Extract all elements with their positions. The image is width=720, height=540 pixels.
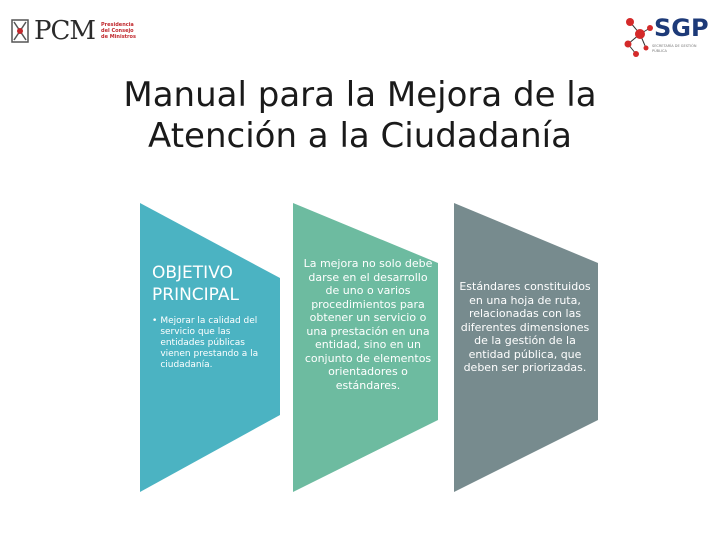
panel-mejora-text: La mejora no solo debe darse en el desarrollo de uno o varios procedimientos para obtener un servicio o una prestación en una entidad, sino en un conjunto de elementos orientadores o estándares. bbox=[303, 257, 433, 392]
objetivo-bullet-text: Mejorar la calidad del servicio que las entidades públicas vienen prestando a la ciudadanía. bbox=[160, 316, 259, 370]
panel-objetivo bbox=[152, 262, 274, 371]
sgp-logo-subtext: SECRETARÍA DE GESTIÓN PÚBLICA bbox=[652, 44, 697, 53]
objetivo-bullet bbox=[152, 316, 274, 371]
pcm-logo-text: PCM bbox=[34, 16, 96, 46]
objetivo-heading: OBJETIVO PRINCIPAL bbox=[152, 263, 239, 305]
title-line-2: Atención a la Ciudadanía bbox=[148, 116, 572, 156]
bullet-icon: • bbox=[152, 316, 158, 326]
pcm-logo-subtext: Presidencia del Consejo de Ministros bbox=[101, 22, 136, 40]
title-line-1: Manual para la Mejora de la bbox=[123, 75, 597, 115]
panel-estandares-text: Estándares constituidos en una hoja de ruta, relacionadas con las diferentes dimensiones de la gestión de la entidad pública, que deben ser priorizadas. bbox=[459, 280, 591, 374]
sgp-logo-text: SGP bbox=[654, 14, 709, 42]
